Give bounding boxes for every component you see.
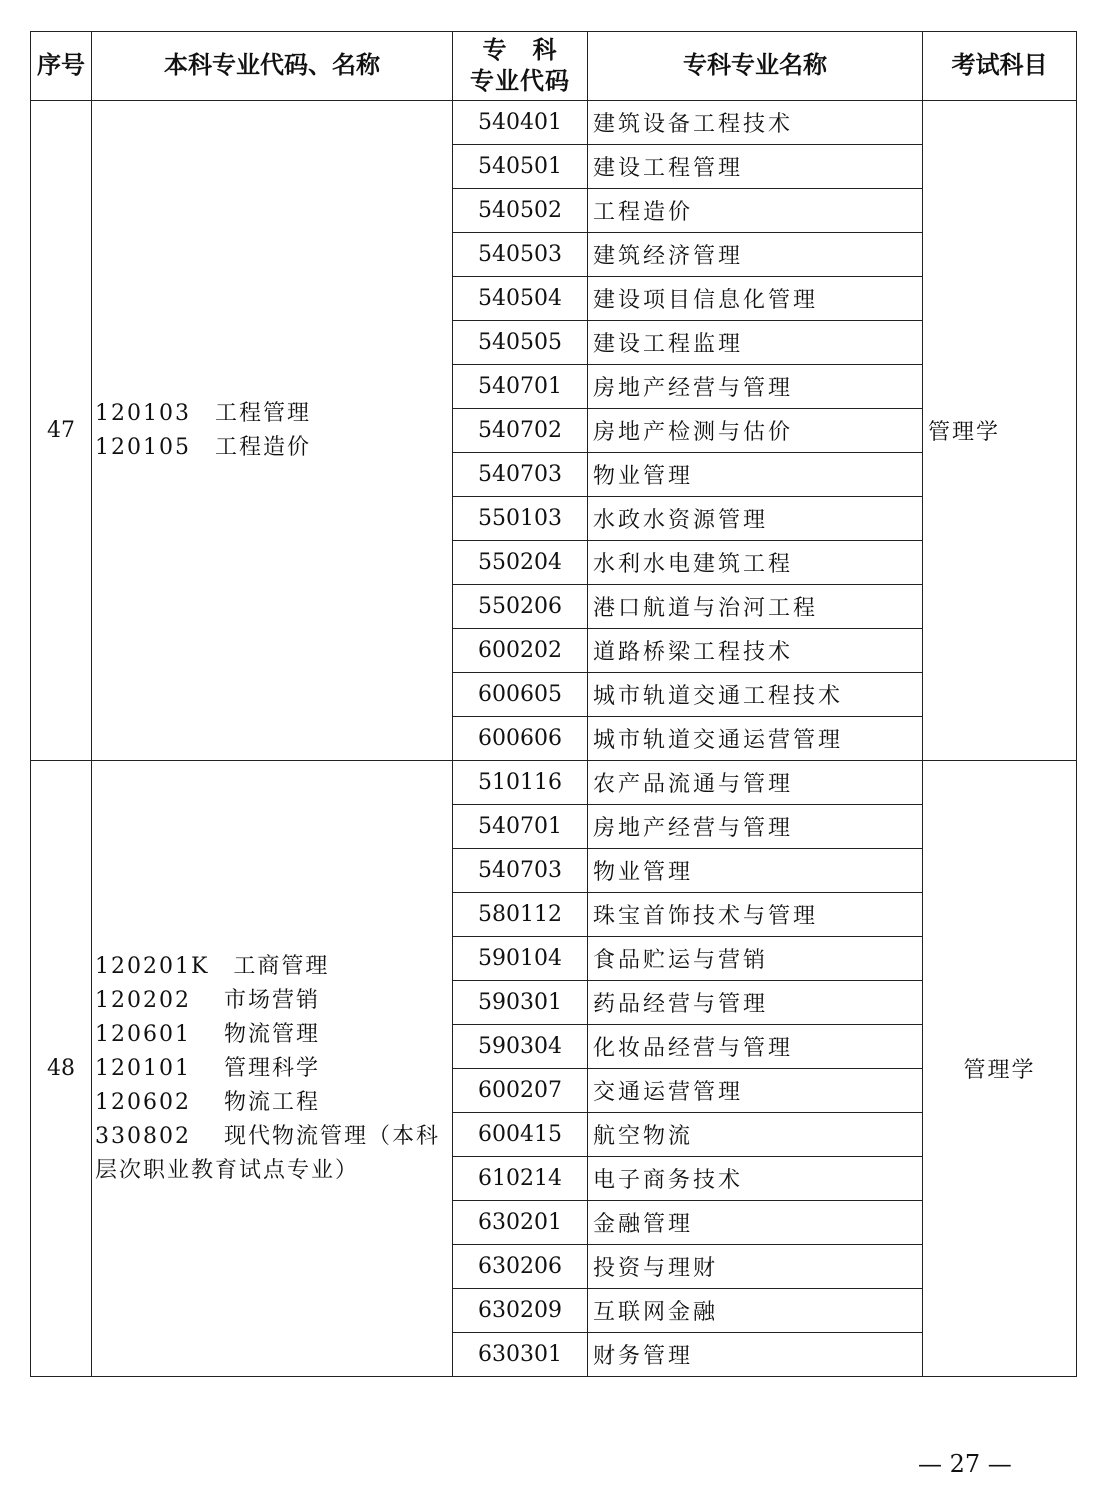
associate-major-name: 物业管理 [588, 453, 923, 497]
page-number: — 27 — [918, 1450, 1012, 1478]
associate-major-name: 房地产检测与估价 [588, 409, 923, 453]
associate-major-name: 金融管理 [588, 1201, 923, 1245]
associate-major-code: 540504 [453, 277, 588, 321]
associate-major-code: 540505 [453, 321, 588, 365]
majors-table [30, 31, 1077, 1377]
header-code-line2: 专业代码 [470, 67, 570, 95]
associate-major-code: 600207 [453, 1069, 588, 1113]
group-seq: 48 [31, 761, 92, 1377]
associate-major-code: 630201 [453, 1201, 588, 1245]
associate-major-name: 药品经营与管理 [588, 981, 923, 1025]
associate-major-code: 540401 [453, 101, 588, 145]
bachelor-majors [92, 761, 453, 1377]
associate-major-name: 珠宝首饰技术与管理 [588, 893, 923, 937]
associate-major-code: 600415 [453, 1113, 588, 1157]
associate-major-code: 540702 [453, 409, 588, 453]
header-name: 专科专业名称 [588, 32, 923, 101]
associate-major-code: 630209 [453, 1289, 588, 1333]
associate-major-code: 590301 [453, 981, 588, 1025]
header-code-line1: 专 科 [482, 35, 558, 64]
table-row [31, 101, 1077, 145]
associate-major-name: 财务管理 [588, 1333, 923, 1377]
bachelor-major-line: 120101 管理科学 [95, 1055, 320, 1081]
associate-major-code: 550206 [453, 585, 588, 629]
associate-major-code: 630301 [453, 1333, 588, 1377]
associate-major-code: 540703 [453, 849, 588, 893]
associate-major-code: 540703 [453, 453, 588, 497]
associate-major-code: 540701 [453, 365, 588, 409]
header-subject: 考试科目 [923, 32, 1077, 101]
associate-major-code: 600606 [453, 717, 588, 761]
associate-major-name: 房地产经营与管理 [588, 805, 923, 849]
associate-major-name: 互联网金融 [588, 1289, 923, 1333]
header-seq: 序号 [31, 32, 92, 101]
associate-major-name: 建设工程监理 [588, 321, 923, 365]
associate-major-code: 540701 [453, 805, 588, 849]
associate-major-code: 540503 [453, 233, 588, 277]
associate-major-name: 建设工程管理 [588, 145, 923, 189]
associate-major-name: 航空物流 [588, 1113, 923, 1157]
associate-major-name: 工程造价 [588, 189, 923, 233]
associate-major-name: 房地产经营与管理 [588, 365, 923, 409]
associate-major-name: 水政水资源管理 [588, 497, 923, 541]
associate-major-code: 610214 [453, 1157, 588, 1201]
header-code [453, 32, 588, 101]
table-body [31, 101, 1077, 1377]
bachelor-major-line: 120602 物流工程 [95, 1089, 320, 1115]
associate-major-code: 600202 [453, 629, 588, 673]
associate-major-code: 550103 [453, 497, 588, 541]
associate-major-code: 540502 [453, 189, 588, 233]
group-seq: 47 [31, 101, 92, 761]
associate-major-name: 食品贮运与营销 [588, 937, 923, 981]
bachelor-major-line: 120202 市场营销 [95, 987, 320, 1013]
associate-major-code: 510116 [453, 761, 588, 805]
bachelor-major-line: 120201K 工商管理 [95, 953, 330, 979]
associate-major-name: 化妆品经营与管理 [588, 1025, 923, 1069]
associate-major-name: 建筑设备工程技术 [588, 101, 923, 145]
associate-major-name: 道路桥梁工程技术 [588, 629, 923, 673]
associate-major-name: 港口航道与治河工程 [588, 585, 923, 629]
associate-major-name: 水利水电建筑工程 [588, 541, 923, 585]
bachelor-major-line-wrap: 330802 现代物流管理（本科层次职业教育试点专业） [95, 1123, 440, 1183]
associate-major-name: 建筑经济管理 [588, 233, 923, 277]
exam-subject: 管理学 [923, 761, 1077, 1377]
bachelor-majors [92, 101, 453, 761]
associate-major-name: 物业管理 [588, 849, 923, 893]
associate-major-name: 投资与理财 [588, 1245, 923, 1289]
associate-major-name: 城市轨道交通工程技术 [588, 673, 923, 717]
associate-major-name: 交通运营管理 [588, 1069, 923, 1113]
bachelor-major-line: 120601 物流管理 [95, 1021, 320, 1047]
header-row [31, 32, 1077, 101]
associate-major-code: 540501 [453, 145, 588, 189]
associate-major-code: 630206 [453, 1245, 588, 1289]
associate-major-code: 550204 [453, 541, 588, 585]
associate-major-code: 600605 [453, 673, 588, 717]
associate-major-name: 农产品流通与管理 [588, 761, 923, 805]
header-bachelor: 本科专业代码、名称 [92, 32, 453, 101]
bachelor-major-line: 120105 工程造价 [95, 434, 311, 460]
associate-major-name: 电子商务技术 [588, 1157, 923, 1201]
associate-major-code: 590104 [453, 937, 588, 981]
associate-major-code: 580112 [453, 893, 588, 937]
associate-major-name: 建设项目信息化管理 [588, 277, 923, 321]
associate-major-code: 590304 [453, 1025, 588, 1069]
exam-subject: 管理学 [923, 101, 1077, 761]
bachelor-major-line: 120103 工程管理 [95, 400, 311, 426]
associate-major-name: 城市轨道交通运营管理 [588, 717, 923, 761]
table-row [31, 761, 1077, 805]
